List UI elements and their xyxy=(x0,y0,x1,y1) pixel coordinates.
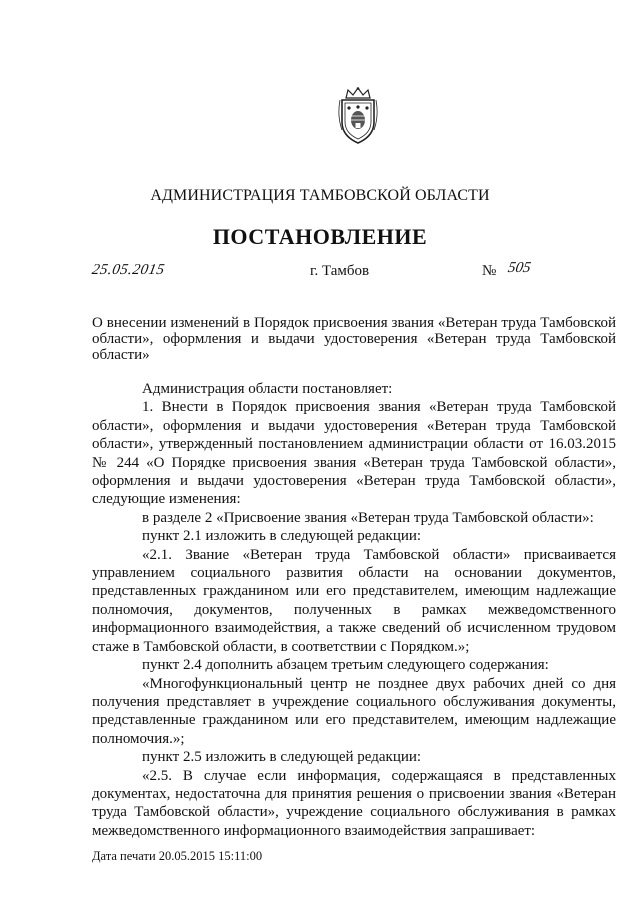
body-paragraph: Администрация области постановляет: xyxy=(142,381,393,397)
print-date-footer: Дата печати 20.05.2015 15:11:00 xyxy=(92,849,263,863)
body-paragraph: 1. Внести в Порядок присвоения звания «Ветеран труда Тамбовской области», оформления и выдачи удостоверения «Ветеран труда Тамбовской области», утвержденный постановлением администрации области от 16.03.2015 № 244 «О Порядке присвоения звания «Ветеран труда Тамбовской области», оформления и выдачи удостоверения «Ветеран труда Тамбовской области», следующие изменения: xyxy=(92,399,616,508)
body-paragraph: «2.1. Звание «Ветеран труда Тамбовской области» присваивается управлением социального развития области на основании документов, представленных гражданином или его представителем, имеющим надлежащие полномочия, документов, полученных в рамках межведомственного информационного взаимодействия, а также сведений об исчисленном трудовом стаже в Тамбовской области, в соответствии с Порядком.»; xyxy=(92,546,616,655)
handwritten-number: 505 xyxy=(506,260,532,276)
coat-of-arms-icon xyxy=(334,86,382,146)
body-paragraph: в разделе 2 «Присвоение звания «Ветеран труда Тамбовской области»: xyxy=(142,509,594,526)
handwritten-date: 25.05.2015 xyxy=(90,262,166,278)
document-subject: О внесении изменений в Порядок присвоения звания «Ветеран труда Тамбовской области», оформления и выдачи удостоверения «Ветеран труда Тамбовской области» xyxy=(92,315,616,363)
document-type-title: ПОСТАНОВЛЕНИЕ xyxy=(212,224,428,249)
body-paragraph: пункт 2.1 изложить в следующей редакции: xyxy=(142,528,422,545)
document-body xyxy=(92,380,616,840)
body-paragraph: пункт 2.4 дополнить абзацем третьим следующего содержания: xyxy=(142,657,549,674)
body-paragraph: «Многофункциональный центр не позднее двух рабочих дней со дня получения представляет в учреждение социального обслуживания документы, представленные гражданином или его представителем, имеющим надлежащие полномочия.»; xyxy=(92,675,616,747)
body-paragraph: пункт 2.5 изложить в следующей редакции: xyxy=(142,749,422,766)
authority-name: АДМИНИСТРАЦИЯ ТАМБОВСКОЙ ОБЛАСТИ xyxy=(150,187,490,204)
city-label: г. Тамбов xyxy=(310,263,370,279)
body-paragraph: «2.5. В случае если информация, содержащаяся в представленных документах, недостаточна для принятия решения о присвоении звания «Ветеран труда Тамбовской области», учреждение социального обслуживания в рамках межведомственного информационного взаимодействия запрашивает: xyxy=(92,767,616,839)
number-label: № xyxy=(482,263,497,279)
